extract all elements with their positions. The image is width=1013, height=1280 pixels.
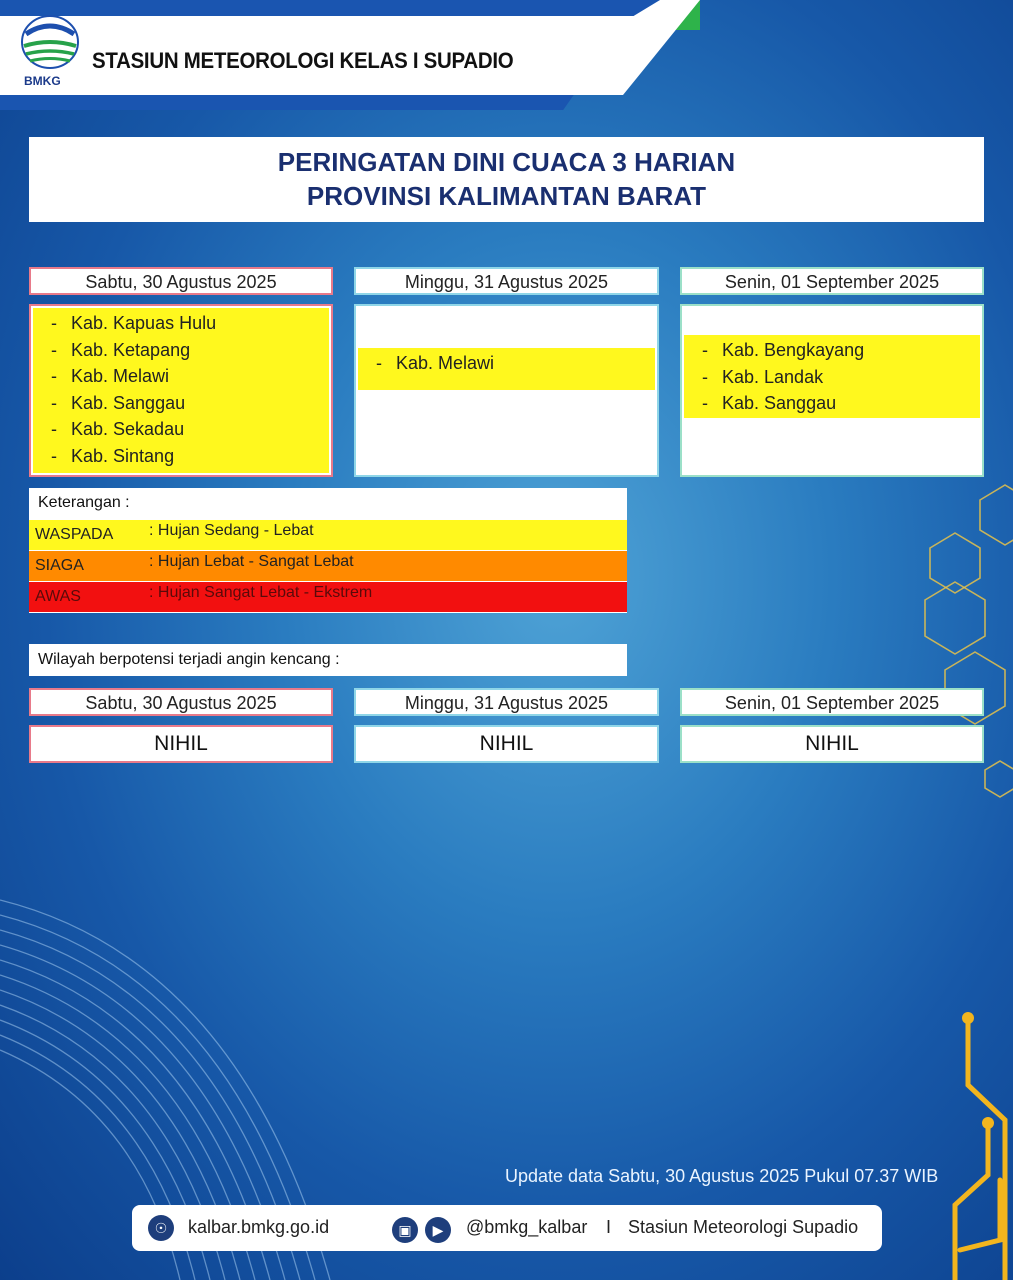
legend-row-siaga: SIAGA : Hujan Lebat - Sangat Lebat: [29, 551, 627, 581]
wind-day-header-3: Senin, 01 September 2025: [680, 688, 984, 716]
update-timestamp: Update data Sabtu, 30 Agustus 2025 Pukul 07.37 WIB: [505, 1166, 939, 1186]
warning-list-day-1: [29, 304, 333, 477]
header-top-band: [0, 0, 660, 16]
title-line-1: PERINGATAN DINI CUACA 3 HARIAN: [277, 147, 736, 177]
list-item: - Kab. Ketapang: [51, 339, 191, 360]
list-item: - Kab. Bengkayang: [702, 340, 865, 360]
day-header-3: Senin, 01 September 2025: [680, 267, 984, 295]
list-item: - Kab. Kapuas Hulu: [51, 313, 217, 333]
social-handle[interactable]: @bmkg_kalbar: [466, 1217, 588, 1237]
day-header-1: Sabtu, 30 Agustus 2025: [29, 267, 333, 295]
wind-value-day-1: NIHIL: [29, 725, 333, 763]
globe-icon: ☉: [148, 1215, 174, 1241]
legend-title: Keterangan :: [38, 494, 130, 511]
website-link[interactable]: kalbar.bmkg.go.id: [188, 1217, 330, 1237]
wind-day-header-2: Minggu, 31 Agustus 2025: [354, 688, 659, 716]
wind-value-day-3: NIHIL: [680, 725, 984, 763]
wind-title: Wilayah berpotensi terjadi angin kencang :: [29, 644, 627, 676]
wind-value-day-2: NIHIL: [354, 725, 659, 763]
list-item: - Kab. Sanggau: [702, 393, 837, 413]
list-item: - Kab. Melawi: [51, 366, 170, 386]
footer-bar: [132, 1205, 882, 1251]
station-name: STASIUN METEOROLOGI KELAS I SUPADIO: [92, 48, 514, 73]
instagram-icon[interactable]: ▣: [392, 1217, 418, 1243]
page-title: [29, 137, 984, 222]
warning-list-day-3: [680, 304, 984, 477]
footer-separator: I: [606, 1217, 612, 1237]
list-item: - Kab. Landak: [702, 366, 824, 387]
list-item: - Kab. Melawi: [376, 353, 495, 373]
list-item: - Kab. Sekadau: [51, 419, 185, 439]
day-header-2: Minggu, 31 Agustus 2025: [354, 267, 659, 295]
logo-text: BMKG: [24, 74, 61, 88]
title-line-2: PROVINSI KALIMANTAN BARAT: [306, 181, 707, 211]
warning-list-day-2: [354, 304, 659, 477]
legend: [29, 488, 627, 613]
list-item: - Kab. Sintang: [51, 445, 175, 466]
youtube-icon[interactable]: ▶: [425, 1217, 451, 1243]
list-item: - Kab. Sanggau: [51, 392, 186, 413]
legend-row-awas: AWAS : Hujan Sangat Lebat - Ekstrem: [29, 582, 627, 612]
legend-row-waspada: WASPADA : Hujan Sedang - Lebat: [29, 520, 627, 550]
footer-org: Stasiun Meteorologi Supadio: [628, 1217, 859, 1237]
wind-day-header-1: Sabtu, 30 Agustus 2025: [29, 688, 333, 716]
